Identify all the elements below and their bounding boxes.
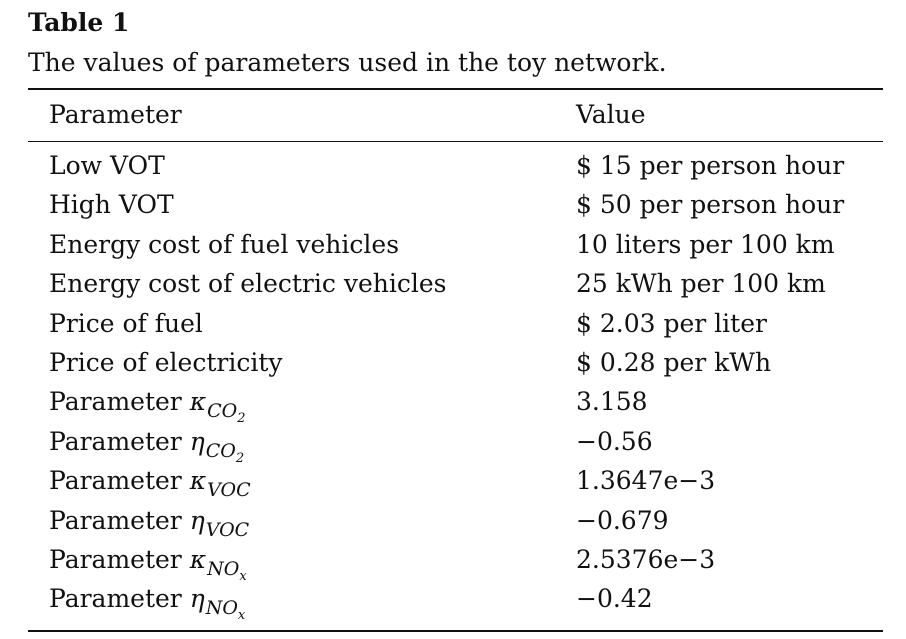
kappa-symbol: κ — [189, 544, 207, 574]
value-cell: $ 2.03 per liter — [576, 308, 767, 338]
value-cell: −0.679 — [576, 505, 669, 535]
subsubscript-text: x — [239, 568, 247, 584]
subscript-text: CO — [207, 400, 238, 423]
table-row — [0, 343, 906, 382]
symbol-subscript — [206, 519, 250, 541]
parameter-prefix: Parameter — [49, 466, 182, 496]
eta-symbol: η — [189, 426, 205, 456]
parameter-prefix: Parameter — [49, 505, 182, 535]
kappa-symbol: κ — [189, 466, 207, 496]
subscript-text: NO — [205, 597, 238, 620]
parameter-cell: Low VOT — [49, 151, 165, 180]
symbol-subscript — [207, 479, 251, 501]
subscript-text: VOC — [205, 518, 250, 541]
value-cell: −0.56 — [576, 426, 653, 456]
symbol-subscript — [207, 400, 246, 427]
parameter-cell — [49, 384, 246, 425]
subsubscript-text: x — [237, 608, 246, 624]
table-row — [0, 146, 906, 185]
parameter-cell: Price of fuel — [49, 308, 203, 338]
parameter-cell — [49, 581, 245, 622]
value-cell: 25 kWh per 100 km — [576, 269, 826, 299]
value-cell: 3.158 — [576, 387, 648, 417]
parameter-prefix: Parameter — [49, 584, 182, 614]
eta-symbol: η — [189, 505, 205, 535]
value-cell: $ 15 per person hour — [576, 151, 845, 180]
symbol-subscript — [205, 597, 246, 624]
table-header-row — [0, 90, 906, 140]
parameter-cell — [49, 503, 249, 544]
parameter-cell — [49, 424, 244, 465]
header-rule — [28, 141, 883, 142]
subscript-text: NO — [207, 557, 240, 580]
value-cell: $ 0.28 per kWh — [576, 347, 772, 377]
table-row — [0, 185, 906, 224]
table-row — [0, 540, 906, 584]
symbol-subscript — [207, 557, 247, 584]
table-row — [0, 264, 906, 303]
parameter-prefix: Parameter — [49, 544, 182, 574]
table-body — [0, 146, 906, 624]
table-caption: The values of parameters used in the toy network. — [28, 48, 667, 77]
value-cell: −0.42 — [576, 584, 653, 614]
symbol-subscript — [205, 439, 245, 466]
table-row — [0, 579, 906, 624]
subsubscript-text: 2 — [237, 411, 246, 427]
eta-symbol: η — [189, 584, 205, 614]
value-cell: $ 50 per person hour — [576, 190, 845, 220]
parameter-cell: High VOT — [49, 190, 174, 220]
table-row — [0, 501, 906, 540]
subscript-text: VOC — [207, 479, 251, 502]
value-cell: 10 liters per 100 km — [576, 229, 835, 259]
bottom-rule — [28, 630, 883, 632]
parameter-cell: Energy cost of electric vehicles — [49, 269, 447, 299]
value-cell: 2.5376e−3 — [576, 544, 716, 574]
parameter-prefix: Parameter — [49, 426, 182, 456]
parameter-prefix: Parameter — [49, 387, 182, 417]
header-parameter: Parameter — [49, 100, 182, 129]
table-label: Table 1 — [28, 8, 130, 37]
table-row — [0, 382, 906, 427]
value-cell: 1.3647e−3 — [576, 466, 716, 496]
subscript-text: CO — [205, 439, 236, 462]
parameter-cell: Price of electricity — [49, 347, 283, 377]
table-row — [0, 461, 906, 500]
subsubscript-text: 2 — [235, 450, 245, 466]
table-row — [0, 422, 906, 466]
table-row — [0, 225, 906, 264]
parameter-cell: Energy cost of fuel vehicles — [49, 229, 400, 259]
parameter-cell — [49, 542, 247, 583]
kappa-symbol: κ — [189, 387, 207, 417]
parameter-cell — [49, 463, 251, 504]
header-value: Value — [576, 100, 646, 129]
table-row — [0, 304, 906, 343]
